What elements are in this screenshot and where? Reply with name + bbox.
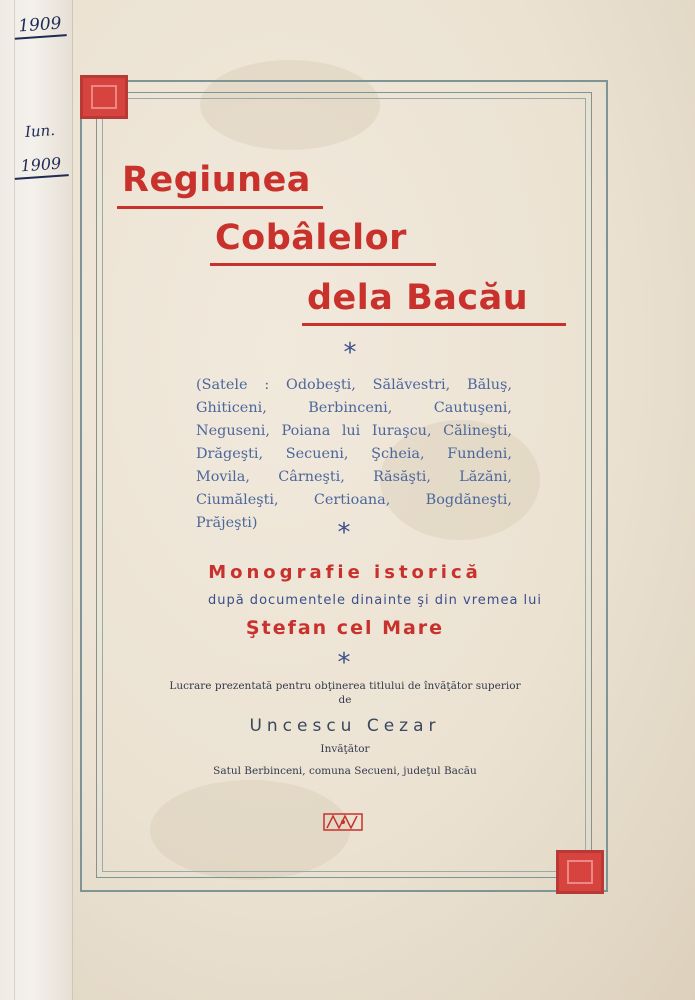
- asterisk-separator: *: [337, 518, 351, 548]
- credits-by: de: [338, 694, 352, 706]
- handwritten-month: Iun.: [24, 120, 56, 142]
- credits-purpose: Lucrare prezentată pentru obţinerea titlului de învăţător superior: [169, 680, 521, 692]
- corner-ornament-top-left: [80, 75, 128, 119]
- author-location: Satul Berbinceni, comuna Secueni, judeţul Bacău: [213, 765, 477, 777]
- asterisk-separator: *: [337, 648, 351, 678]
- spine-fold-line: [14, 0, 15, 1000]
- handwritten-year-second: 1909: [13, 152, 69, 180]
- spine-strip: [0, 0, 73, 1000]
- author-role: Invăţător: [320, 743, 370, 755]
- village-list: (Satele : Odobeşti, Sălăvestri, Băluş, Ghiticeni, Berbinceni, Cautuşeni, Neguseni, Poiana lui Iuraşcu, Călineşti, Drăgeşti, Secueni, Şcheia, Fundeni, Movila, Cârneşti, Răsăşti, Lăzăni, Ciumăleşti, Certioana, Bogdăneşti, Prăjeşti): [196, 377, 512, 531]
- title-underline-3: [302, 323, 566, 326]
- title-line-1: Regiunea: [122, 160, 311, 200]
- subtitle-monograph: Monografie istorică: [208, 562, 482, 583]
- bottom-ornament-icon: [323, 812, 363, 832]
- subtitle-stefan: Ştefan cel Mare: [245, 617, 445, 639]
- subtitle-documents: după documentele dinainte şi din vremea lui: [207, 593, 543, 608]
- title-line-3: dela Bacău: [307, 278, 529, 318]
- corner-ornament-bottom-right: [556, 850, 604, 894]
- asterisk-separator: *: [343, 338, 357, 368]
- title-underline-1: [117, 206, 323, 209]
- handwritten-year: 1909: [13, 12, 67, 40]
- author-name: Uncescu Cezar: [249, 716, 441, 736]
- title-underline-2: [210, 263, 436, 266]
- title-line-2: Cobâlelor: [215, 218, 407, 258]
